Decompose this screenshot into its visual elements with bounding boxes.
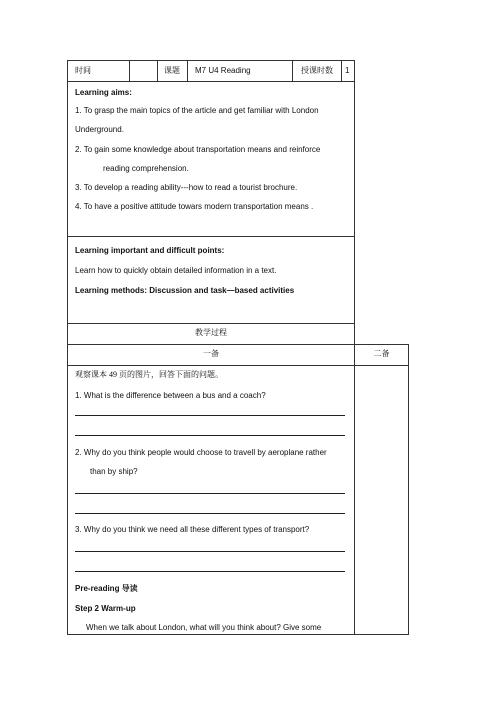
warmup-text: When we talk about London, what will you think about? Give some bbox=[86, 623, 322, 632]
aims-item-2a: 2. To gain some knowledge about transportation means and reinforce bbox=[75, 145, 321, 154]
question-2b: than by ship? bbox=[90, 467, 138, 476]
hours-value: 1 bbox=[345, 66, 350, 75]
time-value-cell bbox=[129, 60, 158, 82]
points-heading: Learning important and difficult points: bbox=[75, 246, 225, 255]
aims-item-3: 3. To develop a reading ability---how to read a tourist brochure. bbox=[75, 183, 298, 192]
step2-heading: Step 2 Warm-up bbox=[75, 604, 136, 613]
answer-line[interactable] bbox=[75, 493, 345, 494]
col1-header: 一备 bbox=[203, 349, 219, 358]
topic-value: M7 U4 Reading bbox=[195, 66, 251, 75]
methods-text: Learning methods: Discussion and task—based activities bbox=[75, 286, 295, 295]
answer-line[interactable] bbox=[75, 435, 345, 436]
body-col1-cell bbox=[67, 365, 355, 635]
aims-item-2b: reading comprehension. bbox=[103, 164, 189, 173]
question-2a: 2. Why do you think people would choose to travell by aeroplane rather bbox=[75, 448, 327, 457]
aims-heading: Learning aims: bbox=[75, 88, 132, 97]
pre-reading-heading: Pre-reading 导读 bbox=[75, 584, 138, 593]
time-label: 时间 bbox=[75, 66, 91, 75]
aims-cell bbox=[67, 81, 355, 237]
points-text: Learn how to quickly obtain detailed information in a text. bbox=[75, 266, 277, 275]
aims-item-1b: Underground. bbox=[75, 125, 124, 134]
question-1: 1. What is the difference between a bus and a coach? bbox=[75, 391, 266, 400]
aims-item-4: 4. To have a positive attitude towars modern transportation means . bbox=[75, 202, 314, 211]
body-col2-cell bbox=[354, 365, 409, 635]
col2-header: 二备 bbox=[373, 349, 390, 358]
answer-line[interactable] bbox=[75, 513, 345, 514]
answer-line[interactable] bbox=[75, 415, 345, 416]
aims-item-1a: 1. To grasp the main topics of the article and get familiar with London bbox=[75, 106, 319, 115]
answer-line[interactable] bbox=[75, 551, 345, 552]
question-3: 3. Why do you think we need all these different types of transport? bbox=[75, 525, 310, 534]
answer-line[interactable] bbox=[75, 571, 345, 572]
topic-label: 课题 bbox=[164, 66, 180, 75]
process-title: 教学过程 bbox=[195, 328, 227, 337]
intro-text: 观察课本 49 页的图片，回答下面的问题。 bbox=[75, 370, 223, 379]
hours-label: 授课时数 bbox=[301, 66, 333, 75]
